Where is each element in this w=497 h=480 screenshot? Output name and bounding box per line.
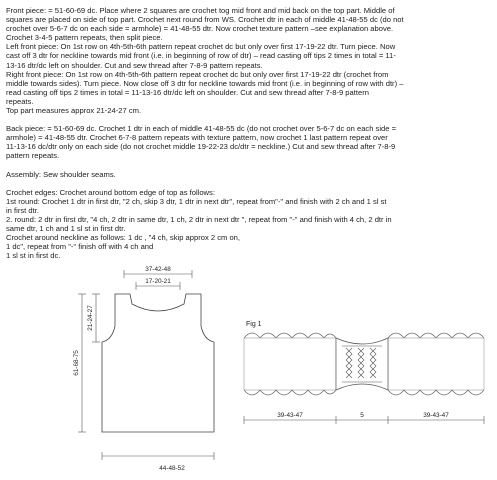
text-line: Right front piece: On 1st row on 4th-5th-6th pattern repeat crochet dc but only over first 17-19-22 dtr (crochet from <box>6 69 389 79</box>
top-outer-label: 37-42-48 <box>145 266 171 273</box>
fig1-label: Fig 1 <box>246 321 262 328</box>
text-line: Top part measures approx 21-24-27 cm. <box>6 106 142 116</box>
text-line: armhole) = 41-48-55 dtr. Crochet 6-7-8 pattern repeats with texture pattern, now crochet 1 last pattern repeat over <box>6 133 388 143</box>
text-line: Crochet edges: Crochet around bottom edge of top as follows: <box>6 187 215 197</box>
text-line: crochet over 5-6-7 dc on each side = armhole) = 41-48-55 dtr. Now crochet texture pattern –see explanation above. <box>6 24 394 34</box>
text-line: cast off 3 dtr for neckline towards mid front (i.e. in beginning of row of dtr) – read casting off tips 2 times in total = 11- <box>6 51 396 61</box>
garment-outline <box>102 294 214 432</box>
back-piece-section <box>6 124 492 160</box>
text-line: squares are placed on side of top part. Crochet next round from WS. Crochet dtr in each of middle 41-48-55 dc (do not <box>6 15 404 25</box>
top-inner-label: 17-20-21 <box>145 278 171 285</box>
front-piece-section <box>6 6 492 115</box>
text-line: Left front piece: On 1st row on 4th-5th-6th pattern repeat crochet dc but only over first 17-19-22 dtr. Turn piece. Now <box>6 42 396 52</box>
fig1-dim-right: 39-43-47 <box>423 412 449 419</box>
height-label: 61-68-75 <box>73 350 80 376</box>
text-line: 11-13-16 dc/dtr only on each side (do not crochet middle 19-22-23 dc/dtr = neckline.) Cut and sew thread after 7-8-9 <box>6 142 396 152</box>
fig1-dim-middle: 5 <box>360 412 364 419</box>
text-line: Crochet 3-4-5 pattern repeats, then split piece. <box>6 33 163 43</box>
text-line: Assembly: Sew shoulder seams. <box>6 169 116 179</box>
right-panel <box>388 338 484 390</box>
text-line: 1 sl st in first dc. <box>6 251 61 261</box>
text-line: middle towards sides). Turn piece. Now close off 3 dtr for neckline towards mid front (i.e. in beginning of row with dtr) – <box>6 78 404 88</box>
text-line: Front piece: = 51-60-69 dc. Place where 2 squares are crochet tog mid front and mid back on the top part. Middle of <box>6 6 395 15</box>
bottom-scallop-edge <box>244 390 484 395</box>
edges-section <box>6 188 492 261</box>
text-line: Crochet around neckline as follows: 1 dc , "4 ch, skip approx 2 cm on, <box>6 233 241 243</box>
garment-schematic <box>0 262 240 480</box>
fig1-dim-left: 39-43-47 <box>277 412 303 419</box>
left-panel <box>244 338 336 390</box>
bottom-label: 44-48-52 <box>159 465 185 472</box>
text-line: 2. round: 2 dtr in first dtr, "4 ch, 2 dtr in same dtr, 1 ch, 2 dtr in next dtr ", repeat from "-" and finish with 4 ch, 2 dtr in <box>6 214 392 224</box>
pattern-text <box>6 6 492 260</box>
text-line: 13-16 dtr/dc left on shoulder. Cut and sew thread after 7-8-9 pattern repeats. <box>6 60 263 70</box>
bottom-dimension <box>102 452 214 460</box>
text-line: read casting off tips 2 times in total = 11-13-16 dtr/dc left on shoulder. Cut and sew thread after 7-8-9 pattern <box>6 87 369 97</box>
fig1-diagram <box>240 310 497 435</box>
text-line: Back piece: = 51-60-69 dc. Crochet 1 dtr in each of middle 41-48-55 dc (do not crochet over 5-6-7 dc on each side = <box>6 124 397 134</box>
top-scallop-edge <box>244 333 484 338</box>
armhole-label: 21-24-27 <box>87 305 94 331</box>
assembly-section <box>6 170 492 179</box>
text-line: in first dtr. <box>6 205 39 215</box>
text-line: same dtr, 1 ch and 1 sl st in first dtr. <box>6 223 126 233</box>
text-line: 1 dc", repeat from "-" finish off with 4 ch and <box>6 242 154 252</box>
text-line: pattern repeats. <box>6 151 60 161</box>
text-line: repeats. <box>6 96 34 106</box>
text-line: 1st round: Crochet 1 dtr in first dtr, "2 ch, skip 3 dtr, 1 dtr in next dtr", repeat from"-" and finish with 2 ch and 1 sl st <box>6 196 387 206</box>
